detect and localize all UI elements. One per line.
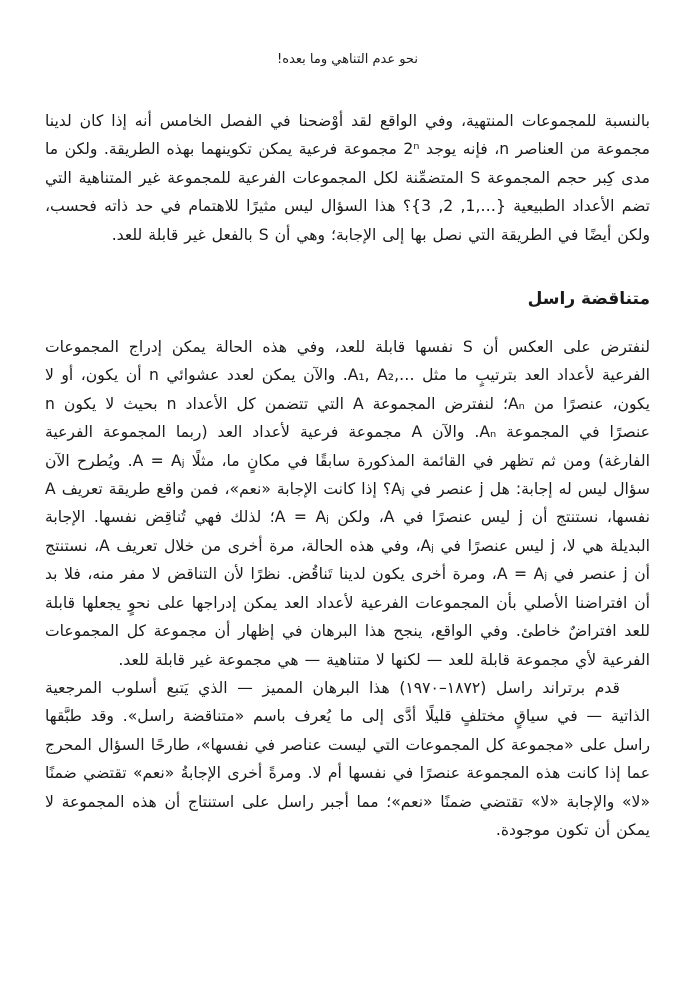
- running-head: نحو عدم التناهي وما بعده!: [277, 52, 418, 67]
- paradox-paragraph: لنفترض على العكس أن S نفسها قابلة للعد، وفي هذه الحالة يمكن إدراج المجموعات الفرعية لأعداد العد بترتيبٍ ما مثل …,A₁, A₂. والآن يمكن لعدد عشوائي n أن يكون، أو لا يكون، عنصرًا من Aₙ؛ لنفترض المجموعة A التي تتضمن كل الأعداد n بحيث لا يكون n عنصرًا في المجموعة Aₙ. والآن A مجموعة فرعية لأعداد العد (ربما المجموعة الفرعية الفارغة) ومن ثم تظهر في القائمة المذكورة سابقًا في مكانٍ ما، مثلًا A = Aⱼ. ويُطرح الآن سؤال ليس له إجابة: هل j عنصر في Aⱼ؟ إذا كانت الإجابة «نعم»، فمن واقع طريقة تعريف A نفسها، نستنتج أن j ليس عنصرًا في A، ولكن A = Aⱼ؛ لذلك فهي تُناقِض نفسها. الإجابة البديلة هي لا، j ليس عنصرًا في Aⱼ، وفي هذه الحالة، مرة أخرى من خلال تعريف A، نستنتج أن j عنصر في A = Aⱼ، ومرة أخرى يكون لدينا تَناقُض. نظرًا لأن التناقض لا مفر منه، فلا بد أن افتراضنا الأصلي بأن المجموعات الفرعية لأعداد العد يمكن إدراجها على نحوٍ يجعلها قابلة للعد افتراضٌ خاطئ. وفي الواقع، ينجح هذا البرهان في إظهار أن مجموعة كل المجموعات الفرعية لأي مجموعة قابلة للعد — لكنها لا متناهية — هي مجموعة غير قابلة للعد.: [45, 338, 651, 669]
- section-heading: متناقضة راسل: [527, 289, 650, 310]
- intro-paragraph: بالنسبة للمجموعات المنتهية، وفي الواقع لقد أوْضحنا في الفصل الخامس أنه إذا كان لدينا مجموعة من العناصر n، فإنه يوجد 2ⁿ مجموعة فرعية يمكن تكوينهما بهذه الطريقة. ولكن ما مدى كِبر حجم المجموعة S المتضمِّنة لكل المجموعات الفرعية للمجموعة غير المتناهية التي تضم الأعداد الطبيعية {…,1, 2, 3}؟ هذا السؤال ليس مثيرًا للاهتمام في حد ذاته فحسب، ولكن أيضًا في الطريقة التي نصل بها إلى الإجابة؛ وهي أن S بالفعل غير قابلة للعد.: [45, 112, 651, 244]
- russell-paragraph: قدم برتراند راسل (١٨٧٢–١٩٧٠) هذا البرهان المميز — الذي يَتبع أسلوب المرجعية الذاتية — في سياقٍ مختلفٍ قليلًا أدَّى إلى ما يُعرف باسم «متناقضة راسل». وقد طبَّقها راسل على «مجموعة كل المجموعات التي ليست عناصر في نفسها»، طارحًا السؤال المحرج عما إذا كانت هذه المجموعة عنصرًا في نفسها أم لا. ومرةً أخرى الإجابةُ «نعم» تقتضي ضمنًا «لا» والإجابة «لا» تقتضي ضمنًا «نعم»؛ مما أجبر راسل على استنتاج أن هذه المجموعة لا يمكن أن تكون موجودة.: [45, 678, 650, 839]
